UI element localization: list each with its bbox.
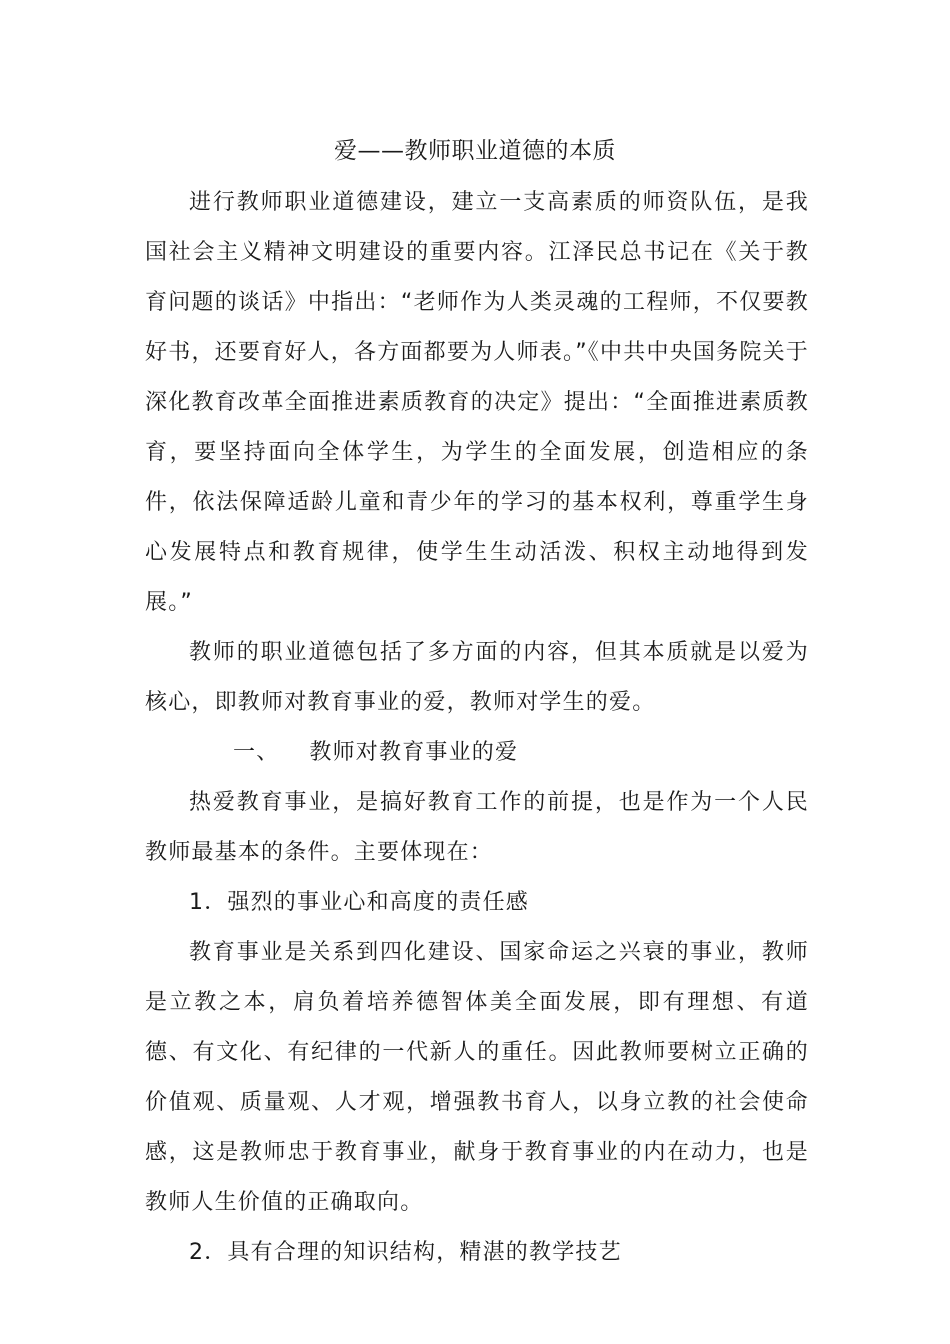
section-heading-1-number: 一、	[233, 740, 280, 765]
subheading-2: 2．具有合理的知识结构，精湛的教学技艺	[189, 1240, 622, 1265]
paragraph-essence: 教师的职业道德包括了多方面的内容，但其本质就是以爱为核心，即教师对教育事业的爱，教师对学生的爱。	[145, 640, 809, 715]
document-body	[145, 178, 809, 1278]
document-title: 爱——教师职业道德的本质	[334, 138, 616, 164]
paragraph-love-career: 热爱教育事业，是搞好教育工作的前提，也是作为一个人民教师最基本的条件。主要体现在：	[145, 790, 809, 865]
section-heading-1	[145, 728, 809, 778]
subheading-1: 1．强烈的事业心和高度的责任感	[189, 890, 529, 915]
section-heading-1-text: 教师对教育事业的爱	[309, 740, 519, 765]
paragraph-intro: 进行教师职业道德建设，建立一支高素质的师资队伍，是我国社会主义精神文明建设的重要内容。江泽民总书记在《关于教育问题的谈话》中指出：“老师作为人类灵魂的工程师，不仅要教好书，还要育好人，各方面都要为人师表。”《中共中央国务院关于深化教育改革全面推进素质教育的决定》提出：“全面推进素质教育，要坚持面向全体学生，为学生的全面发展，创造相应的条件，依法保障适龄儿童和青少年的学习的基本权利，尊重学生身心发展特点和教育规律，使学生生动活泼、积权主动地得到发展。”	[145, 190, 809, 615]
paragraph-responsibility: 教育事业是关系到四化建设、国家命运之兴衰的事业，教师是立教之本，肩负着培养德智体美全面发展，即有理想、有道德、有文化、有纪律的一代新人的重任。因此教师要树立正确的价值观、质量观、人才观，增强教书育人，以身立教的社会使命感，这是教师忠于教育事业，献身于教育事业的内在动力，也是教师人生价值的正确取向。	[145, 940, 809, 1215]
